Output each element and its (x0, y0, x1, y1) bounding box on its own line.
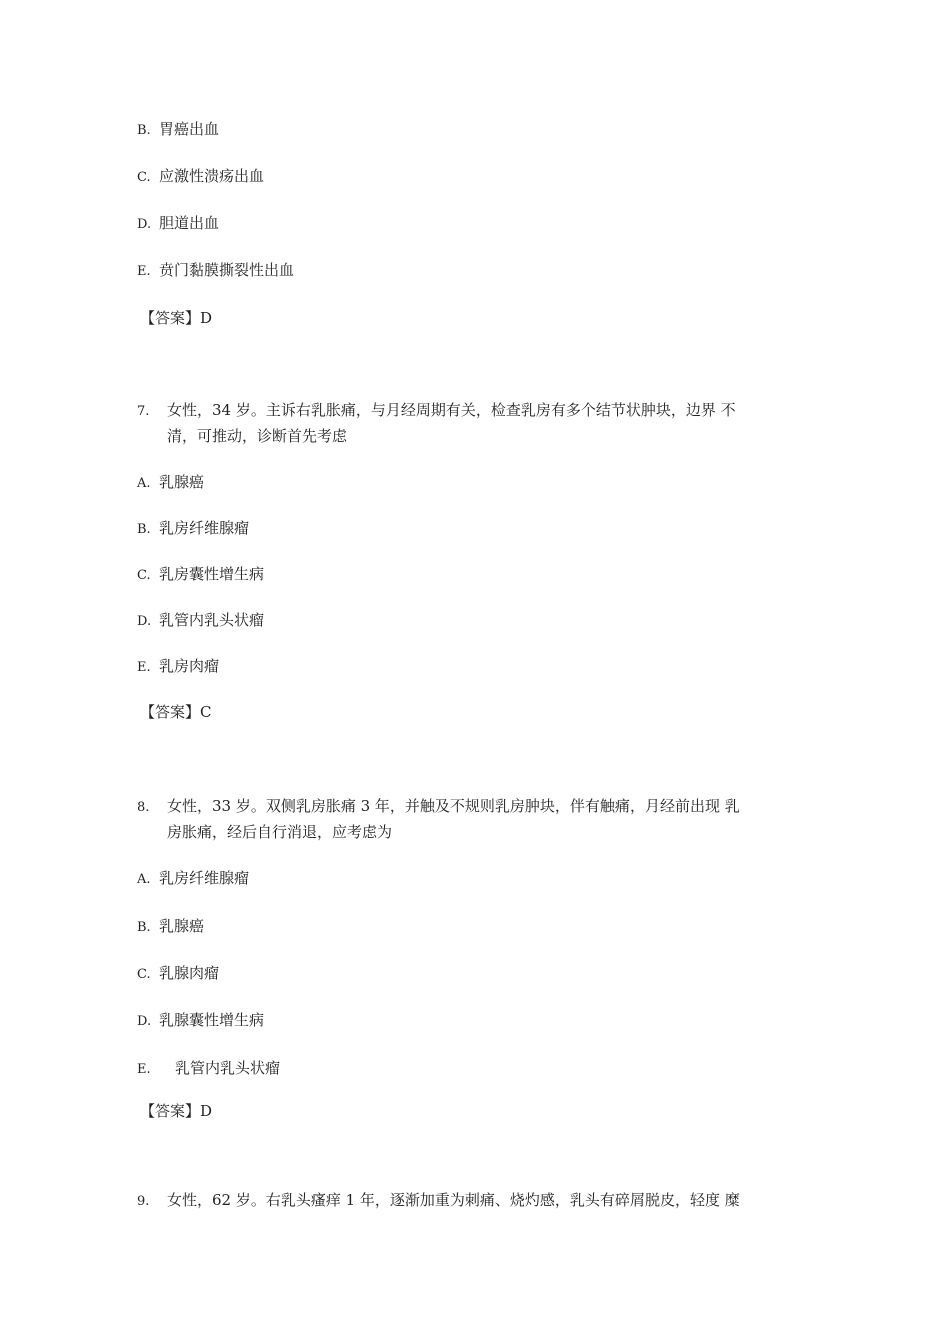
option-C: C. 乳房囊性增生病 (137, 565, 265, 583)
option-A: A. 乳房纤维腺瘤 (137, 869, 250, 887)
stem-line-1: 女性，62 岁。右乳头瘙痒 1 年，逐渐加重为刺痛、烧灼感，乳头有碎屑脱皮，轻度 糜 (167, 1191, 740, 1209)
option-text: 应激性溃疡出血 (159, 167, 265, 185)
option-text: 乳腺癌 (159, 473, 205, 491)
question-8-stem (137, 794, 817, 844)
answer: 【答案】C (140, 703, 212, 721)
option-D: D. 乳管内乳头状瘤 (137, 611, 265, 629)
option-B: B. 胃癌出血 (137, 120, 220, 138)
option-E: E. 乳管内乳头状瘤 (137, 1059, 281, 1077)
option-C: C. 应激性溃疡出血 (137, 167, 265, 185)
option-text: 胃癌出血 (159, 120, 220, 138)
option-text: 乳腺肉瘤 (159, 964, 220, 982)
stem-line-2: 清，可推动，诊断首先考虑 (167, 427, 348, 445)
question-number: 7. (137, 404, 150, 419)
stem-line-1: 女性，34 岁。主诉右乳胀痛，与月经周期有关，检查乳房有多个结节状肿块，边界 不 (167, 401, 736, 419)
option-B: B. 乳腺癌 (137, 917, 205, 935)
option-text: 乳管内乳头状瘤 (159, 611, 265, 629)
option-A: A. 乳腺癌 (137, 473, 205, 491)
answer: 【答案】D (140, 309, 213, 327)
option-text: 贲门黏膜撕裂性出血 (159, 261, 295, 279)
option-E: E. 乳房肉瘤 (137, 657, 220, 675)
option-text: 胆道出血 (159, 214, 220, 232)
option-D: D. 胆道出血 (137, 214, 220, 232)
option-text: 乳房囊性增生病 (159, 565, 265, 583)
option-text: 乳管内乳头状瘤 (175, 1059, 281, 1077)
stem-line-2: 房胀痛，经后自行消退，应考虑为 (167, 823, 393, 841)
option-B: B. 乳房纤维腺瘤 (137, 519, 250, 537)
question-number: 9. (137, 1194, 150, 1209)
option-E: E. 贲门黏膜撕裂性出血 (137, 261, 295, 279)
option-text: 乳房纤维腺瘤 (159, 519, 250, 537)
option-C: C. 乳腺肉瘤 (137, 964, 220, 982)
answer: 【答案】D (140, 1102, 213, 1120)
question-9-stem (137, 1188, 817, 1214)
option-text: 乳腺囊性增生病 (159, 1011, 265, 1029)
stem-line-1: 女性，33 岁。双侧乳房胀痛 3 年，并触及不规则乳房肿块，伴有触痛，月经前出现 乳 (167, 797, 740, 815)
question-number: 8. (137, 800, 150, 815)
question-7-stem (137, 398, 817, 448)
option-text: 乳腺癌 (159, 917, 205, 935)
option-text: 乳房纤维腺瘤 (159, 869, 250, 887)
option-D: D. 乳腺囊性增生病 (137, 1011, 265, 1029)
option-text: 乳房肉瘤 (159, 657, 220, 675)
